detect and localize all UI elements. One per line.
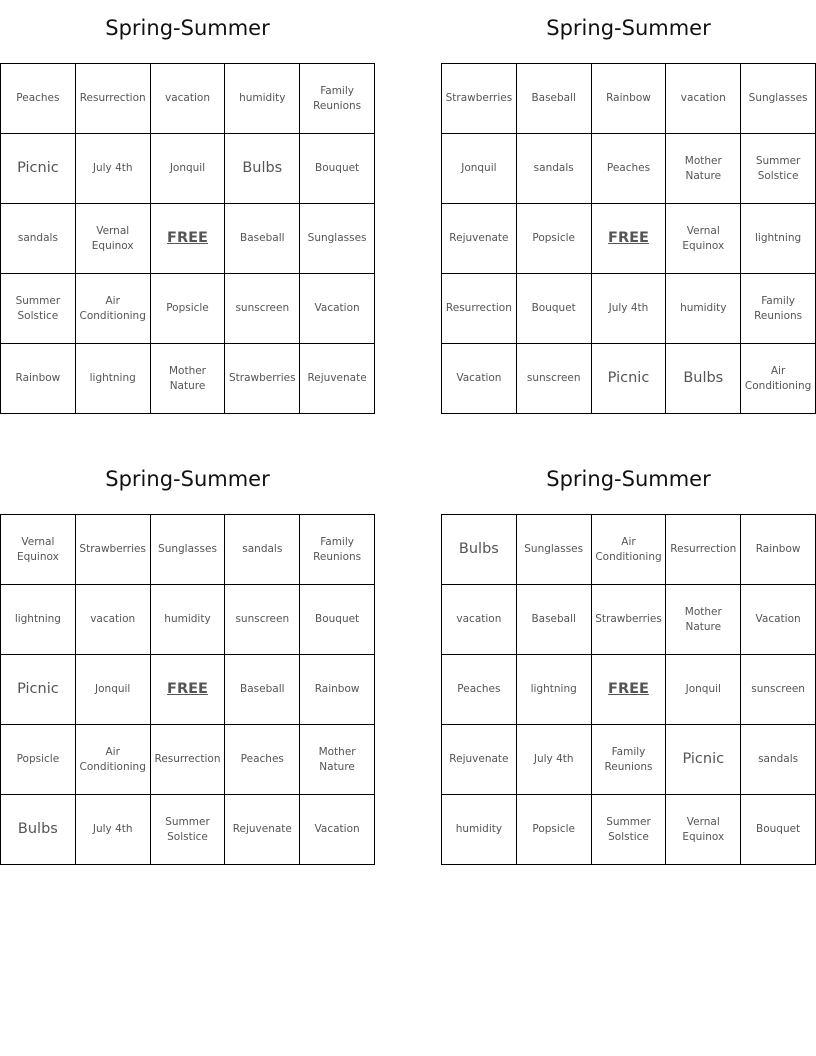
grid-cell: Air Conditioning: [741, 344, 816, 414]
grid-cell: Vernal Equinox: [666, 795, 741, 865]
free-space: FREE: [150, 204, 225, 274]
grid-cell: Picnic: [1, 134, 76, 204]
grid-cell: Family Reunions: [300, 64, 375, 134]
grid-cell: Family Reunions: [741, 274, 816, 344]
grid-cell: Peaches: [225, 725, 300, 795]
grid-cell: vacation: [442, 585, 517, 655]
grid-cell: Bouquet: [300, 585, 375, 655]
grid-cell: Resurrection: [75, 64, 150, 134]
grid-cell: Resurrection: [150, 725, 225, 795]
grid-cell: humidity: [225, 64, 300, 134]
grid-cell: Summer Solstice: [1, 274, 76, 344]
grid-cell: Bouquet: [741, 795, 816, 865]
grid-cell: Bulbs: [1, 795, 76, 865]
grid-cell: Mother Nature: [666, 585, 741, 655]
grid-cell: Strawberries: [225, 344, 300, 414]
grid-cell: vacation: [150, 64, 225, 134]
grid-cell: sunscreen: [225, 585, 300, 655]
grid-cell: Mother Nature: [666, 134, 741, 204]
grid-cell: Sunglasses: [516, 515, 591, 585]
grid-cell: Air Conditioning: [75, 274, 150, 344]
grid-row: [1, 274, 375, 344]
grid-cell: sunscreen: [225, 274, 300, 344]
grid-row: [1, 585, 375, 655]
grid-cell: Jonquil: [666, 655, 741, 725]
grid-row: [442, 795, 816, 865]
grid-cell: sunscreen: [741, 655, 816, 725]
grid-cell: Peaches: [1, 64, 76, 134]
grid-cell: Summer Solstice: [591, 795, 666, 865]
grid-cell: lightning: [75, 344, 150, 414]
grid-cell: Strawberries: [442, 64, 517, 134]
card-title: Spring-Summer: [546, 467, 711, 491]
grid-cell: Picnic: [1, 655, 76, 725]
grid-cell: Mother Nature: [150, 344, 225, 414]
grid-cell: Popsicle: [1, 725, 76, 795]
card-title: Spring-Summer: [105, 16, 270, 40]
grid-cell: Vernal Equinox: [666, 204, 741, 274]
grid-cell: humidity: [666, 274, 741, 344]
grid-cell: Rainbow: [741, 515, 816, 585]
grid-cell: July 4th: [75, 134, 150, 204]
grid-cell: Vernal Equinox: [1, 515, 76, 585]
grid-cell: Vernal Equinox: [75, 204, 150, 274]
grid-cell: Popsicle: [516, 204, 591, 274]
grid-cell: Baseball: [516, 64, 591, 134]
grid-cell: Bouquet: [300, 134, 375, 204]
grid-cell: Jonquil: [75, 655, 150, 725]
grid-cell: lightning: [741, 204, 816, 274]
card-title: Spring-Summer: [105, 467, 270, 491]
grid-cell: Picnic: [591, 344, 666, 414]
grid-cell: Summer Solstice: [150, 795, 225, 865]
grid-cell: Peaches: [442, 655, 517, 725]
grid-cell: Picnic: [666, 725, 741, 795]
grid-cell: Resurrection: [442, 274, 517, 344]
grid-cell: Vacation: [300, 274, 375, 344]
grid-row: [442, 204, 816, 274]
grid-row: [442, 64, 816, 134]
grid-cell: July 4th: [75, 795, 150, 865]
grid-row: [1, 795, 375, 865]
free-space: FREE: [591, 204, 666, 274]
grid-cell: Summer Solstice: [741, 134, 816, 204]
grid-cell: Bulbs: [442, 515, 517, 585]
grid-cell: Rejuvenate: [300, 344, 375, 414]
grid-cell: Jonquil: [150, 134, 225, 204]
grid-row: [442, 134, 816, 204]
grid-cell: Jonquil: [442, 134, 517, 204]
grid-row: [1, 64, 375, 134]
grid-cell: Vacation: [300, 795, 375, 865]
grid-cell: July 4th: [591, 274, 666, 344]
grid-row: [1, 344, 375, 414]
grid-cell: sandals: [741, 725, 816, 795]
grid-cell: Baseball: [225, 655, 300, 725]
grid-cell: Bulbs: [225, 134, 300, 204]
grid-cell: humidity: [150, 585, 225, 655]
grid-cell: Sunglasses: [150, 515, 225, 585]
grid-cell: vacation: [75, 585, 150, 655]
grid-cell: humidity: [442, 795, 517, 865]
grid-cell: Rainbow: [300, 655, 375, 725]
grid-cell: Strawberries: [75, 515, 150, 585]
bingo-grid: [441, 63, 816, 414]
grid-row: [442, 344, 816, 414]
grid-cell: July 4th: [516, 725, 591, 795]
grid-cell: Rainbow: [591, 64, 666, 134]
grid-row: [442, 274, 816, 344]
grid-cell: Family Reunions: [591, 725, 666, 795]
grid-cell: Air Conditioning: [75, 725, 150, 795]
grid-cell: Vacation: [741, 585, 816, 655]
grid-cell: Rejuvenate: [225, 795, 300, 865]
card-title: Spring-Summer: [546, 16, 711, 40]
grid-row: [1, 134, 375, 204]
grid-cell: sandals: [516, 134, 591, 204]
grid-cell: Sunglasses: [741, 64, 816, 134]
grid-row: [442, 585, 816, 655]
grid-cell: Bouquet: [516, 274, 591, 344]
grid-cell: Peaches: [591, 134, 666, 204]
grid-cell: Rainbow: [1, 344, 76, 414]
grid-cell: lightning: [516, 655, 591, 725]
free-space: FREE: [591, 655, 666, 725]
grid-row: [442, 725, 816, 795]
grid-cell: Air Conditioning: [591, 515, 666, 585]
grid-cell: Strawberries: [591, 585, 666, 655]
grid-cell: vacation: [666, 64, 741, 134]
grid-cell: sandals: [1, 204, 76, 274]
grid-row: [1, 515, 375, 585]
grid-row: [442, 655, 816, 725]
grid-cell: Popsicle: [150, 274, 225, 344]
bingo-grid: [0, 514, 375, 865]
grid-cell: Resurrection: [666, 515, 741, 585]
grid-cell: Family Reunions: [300, 515, 375, 585]
grid-cell: Baseball: [225, 204, 300, 274]
bingo-grid: [441, 514, 816, 865]
grid-cell: Rejuvenate: [442, 725, 517, 795]
grid-cell: Mother Nature: [300, 725, 375, 795]
grid-row: [442, 515, 816, 585]
grid-cell: Vacation: [442, 344, 517, 414]
grid-cell: lightning: [1, 585, 76, 655]
grid-cell: Bulbs: [666, 344, 741, 414]
grid-cell: sandals: [225, 515, 300, 585]
grid-cell: Rejuvenate: [442, 204, 517, 274]
grid-row: [1, 655, 375, 725]
grid-cell: sunscreen: [516, 344, 591, 414]
grid-row: [1, 204, 375, 274]
grid-cell: Popsicle: [516, 795, 591, 865]
grid-cell: Baseball: [516, 585, 591, 655]
bingo-grid: [0, 63, 375, 414]
grid-cell: Sunglasses: [300, 204, 375, 274]
free-space: FREE: [150, 655, 225, 725]
grid-row: [1, 725, 375, 795]
